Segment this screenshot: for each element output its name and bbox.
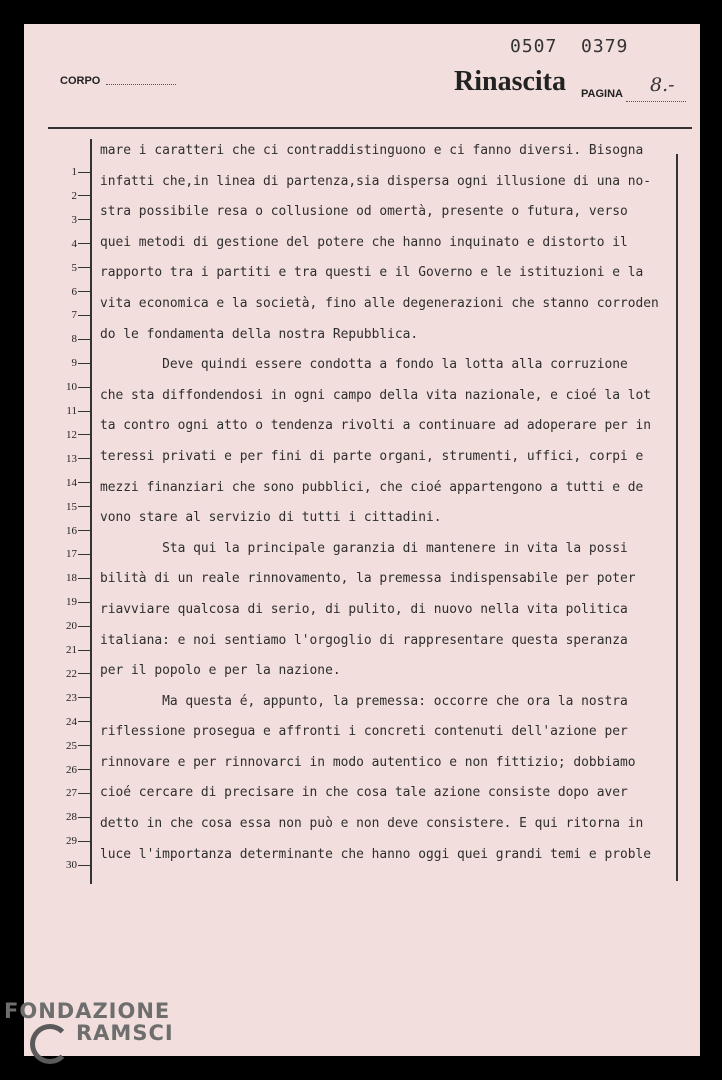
line-tick (78, 650, 92, 651)
line-number-label: 30 (66, 859, 77, 872)
line-number-label: 16 (66, 524, 77, 537)
watermark-line-2: RAMSCI (76, 1021, 174, 1045)
line-number (48, 238, 92, 250)
line-tick (78, 697, 92, 698)
right-margin-rule (676, 154, 678, 881)
line-tick (78, 721, 92, 722)
line-tick (78, 865, 92, 866)
line-number (48, 262, 92, 274)
line-tick (78, 530, 92, 531)
line-tick (78, 793, 92, 794)
line-number-label: 29 (66, 835, 77, 848)
line-number-label: 13 (66, 452, 77, 465)
text-line: rapporto tra i partiti e tra questi e il Governo e le istituzioni e la (100, 265, 644, 281)
header-rule (48, 127, 692, 129)
text-line: teressi privati e per fini di parte organi, strumenti, uffici, corpi e (100, 448, 644, 464)
text-line: italiana: e noi sentiamo l'orgoglio di rappresentare questa speranza (100, 632, 628, 648)
line-number-label: 3 (71, 213, 77, 226)
line-number (48, 620, 92, 632)
text-line: quei metodi di gestione del potere che hanno inquinato e distorto il (100, 234, 628, 250)
line-number (48, 787, 92, 799)
line-number-label: 6 (71, 285, 77, 298)
line-number-label: 26 (66, 763, 77, 776)
line-number (48, 405, 92, 417)
text-line: Sta qui la principale garanzia di mantenere in vita la possi (100, 540, 628, 556)
line-tick (78, 602, 92, 603)
line-tick (78, 745, 92, 746)
line-tick (78, 291, 92, 292)
line-number-label: 27 (66, 787, 77, 800)
line-number-label: 19 (66, 596, 77, 609)
text-line: detto in che cosa essa non può e non deve consistere. E qui ritorna in (100, 816, 644, 832)
text-line: stra possibile resa o collusione od omertà, presente o futura, verso (100, 204, 628, 220)
line-number-label: 24 (66, 715, 77, 728)
line-number (48, 501, 92, 513)
line-number (48, 692, 92, 704)
pagina-dotted-field (626, 101, 686, 102)
line-number (48, 214, 92, 226)
line-tick (78, 817, 92, 818)
corpo-dotted-field (106, 84, 176, 85)
archive-watermark (4, 1000, 174, 1044)
line-tick (78, 554, 92, 555)
line-number-label: 7 (71, 309, 77, 322)
line-number-label: 15 (66, 500, 77, 513)
page-number-handwritten: 8.- (650, 74, 675, 96)
line-number (48, 381, 92, 393)
line-number (48, 477, 92, 489)
text-line: do le fondamenta della nostra Repubblica. (100, 326, 419, 342)
line-number-label: 1 (71, 166, 77, 178)
line-tick (78, 411, 92, 412)
text-line: mezzi finanziari che sono pubblici, che cioé appartengono a tutti e de (100, 479, 644, 495)
line-number-label: 2 (71, 189, 77, 202)
line-number-label: 10 (66, 381, 77, 394)
text-line: Deve quindi essere condotta a fondo la lotta alla corruzione (100, 357, 628, 373)
text-line: Ma questa é, appunto, la premessa: occorre che ora la nostra (100, 693, 628, 709)
corpo-label: CORPO (60, 75, 101, 87)
line-number-label: 9 (71, 357, 77, 370)
line-number (48, 453, 92, 465)
line-number (48, 548, 92, 560)
line-number (48, 644, 92, 656)
line-number-label: 21 (66, 644, 77, 656)
text-line: bilità di un reale rinnovamento, la premessa indispensabile per poter (100, 571, 636, 587)
line-number (48, 716, 92, 728)
line-number (48, 764, 92, 776)
line-tick (78, 769, 92, 770)
line-number-label: 12 (66, 428, 77, 441)
line-tick (78, 626, 92, 627)
line-tick (78, 339, 92, 340)
text-line: riflessione prosegua e affronti i concreti contenuti dell'azione per (100, 724, 628, 740)
line-number (48, 190, 92, 202)
text-line: riavviare qualcosa di serio, di pulito, di nuovo nella vita politica (100, 601, 628, 617)
line-number (48, 357, 92, 369)
line-number (48, 525, 92, 537)
line-number (48, 811, 92, 823)
text-line: ta contro ogni atto o tendenza rivolti a continuare ad adoperare per in (100, 418, 652, 434)
pagina-label: PAGINA (581, 88, 623, 100)
line-tick (78, 172, 92, 173)
line-number (48, 166, 92, 178)
line-number (48, 668, 92, 680)
line-number-label: 25 (66, 739, 77, 752)
line-tick (78, 673, 92, 674)
line-number (48, 429, 92, 441)
line-tick (78, 315, 92, 316)
text-line: per il popolo e per la nazione. (100, 663, 341, 679)
line-tick (78, 219, 92, 220)
line-number-label: 8 (71, 333, 77, 346)
line-number-label: 28 (66, 811, 77, 824)
text-line: infatti che,in linea di partenza,sia dispersa ogni illusione di una no- (100, 173, 652, 189)
line-number-label: 11 (66, 405, 77, 417)
line-number-label: 23 (66, 691, 77, 704)
line-number (48, 859, 92, 871)
text-line: che sta diffondendosi in ogni campo della vita nazionale, e cioé la lot (100, 387, 652, 403)
line-number (48, 596, 92, 608)
text-line: mare i caratteri che ci contraddistinguono e ci fanno diversi. Bisogna (100, 143, 644, 158)
line-tick (78, 458, 92, 459)
line-number (48, 333, 92, 345)
text-line: vita economica e la società, fino alle degenerazioni che stanno corroden (100, 295, 659, 311)
line-number-label: 17 (66, 548, 77, 561)
line-number-label: 18 (66, 572, 77, 585)
line-tick (78, 434, 92, 435)
line-tick (78, 387, 92, 388)
line-number (48, 740, 92, 752)
typescript-page (24, 24, 700, 1056)
line-number-label: 5 (71, 261, 77, 274)
line-number-label: 22 (66, 667, 77, 680)
line-number (48, 572, 92, 584)
text-line: luce l'importanza determinante che hanno oggi quei grandi temi e proble (100, 846, 652, 862)
line-number (48, 286, 92, 298)
publication-masthead: Rinascita (454, 66, 566, 97)
line-tick (78, 506, 92, 507)
text-line: cioé cercare di precisare in che cosa tale azione consiste dopo aver (100, 785, 628, 801)
line-tick (78, 841, 92, 842)
body-text (100, 136, 674, 870)
line-number-label: 4 (71, 237, 77, 250)
line-number-label: 14 (66, 476, 77, 489)
line-tick (78, 482, 92, 483)
line-number (48, 309, 92, 321)
text-line: vono stare al servizio di tutti i cittadini. (100, 510, 442, 526)
watermark-g-logo-icon (30, 1024, 70, 1064)
line-tick (78, 578, 92, 579)
line-tick (78, 267, 92, 268)
watermark-line-1: FONDAZIONE (4, 999, 171, 1023)
text-line: rinnovare e per rinnovarci in modo autentico e non fittizio; dobbiamo (100, 754, 636, 770)
line-tick (78, 195, 92, 196)
line-number-label: 20 (66, 620, 77, 633)
line-number (48, 835, 92, 847)
line-tick (78, 243, 92, 244)
line-tick (78, 363, 92, 364)
document-number: 0507 0379 (510, 36, 629, 57)
